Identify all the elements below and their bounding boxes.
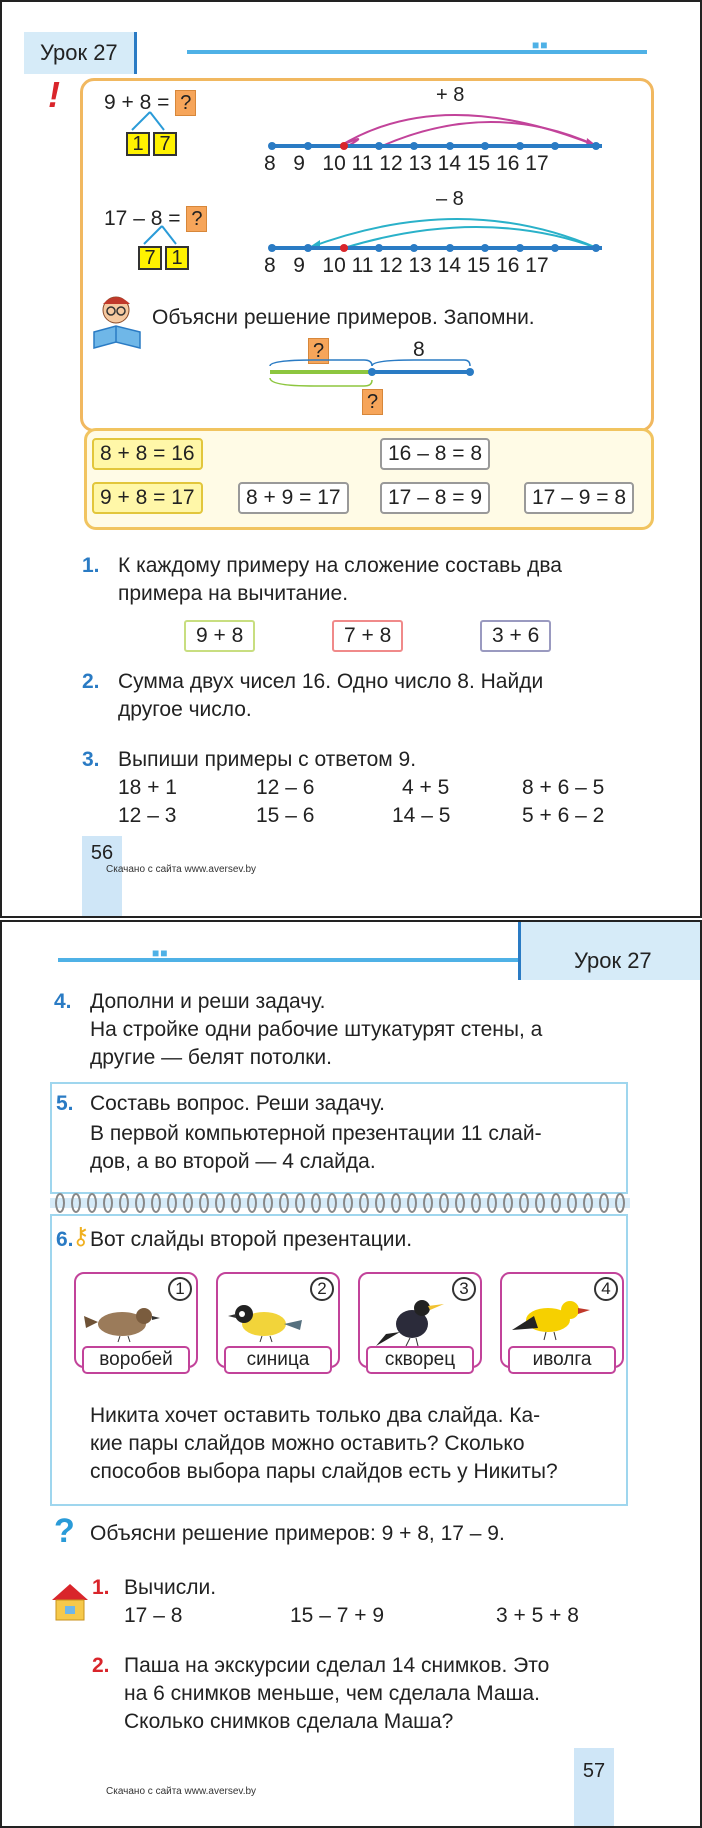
slide-label: скворец — [366, 1346, 474, 1374]
addition-example: 7 + 8 — [332, 620, 403, 652]
task4-text: другие — белят потолки. — [90, 1046, 332, 1069]
task6-text: кие пары слайдов можно оставить? Сколько — [90, 1432, 525, 1455]
lesson-label: Урок 27 — [574, 948, 652, 973]
task5-text: дов, а во второй — 4 слайда. — [90, 1150, 376, 1173]
task-number: 5. — [56, 1092, 74, 1115]
arc2-label: – 8 — [436, 188, 464, 210]
task6-text: Никита хочет оставить только два слайда. Ка- — [90, 1404, 541, 1427]
slide-number: 4 — [594, 1277, 618, 1301]
page-number: 56 — [82, 836, 122, 918]
home2-text: на 6 снимков меньше, чем сделала Маша. — [124, 1682, 540, 1705]
slide-number: 1 — [168, 1277, 192, 1301]
addition-example: 3 + 6 — [480, 620, 551, 652]
house-icon — [50, 1582, 90, 1622]
boy-reading-icon — [90, 292, 146, 352]
tit-icon — [224, 1294, 304, 1344]
equation: 17 – 9 = 8 — [524, 482, 634, 514]
home1-text: Вычисли. — [124, 1576, 217, 1599]
arc1-label: + 8 — [436, 84, 465, 106]
equation: 16 – 8 = 8 — [380, 438, 490, 470]
slide-card[interactable] — [216, 1272, 340, 1368]
task-number: 6. — [56, 1228, 74, 1251]
task-number: 1. — [82, 554, 100, 577]
lesson-label: Урок 27 — [24, 32, 137, 74]
split-digit: 7 — [153, 132, 177, 156]
slide-card[interactable] — [74, 1272, 198, 1368]
task6-text: способов выбора пары слайдов есть у Никиты? — [90, 1460, 558, 1483]
equation: 8 + 8 = 16 — [92, 438, 203, 470]
question-box: ? — [186, 206, 207, 232]
example-item: 12 – 6 — [256, 776, 315, 799]
oriole-icon — [508, 1290, 592, 1344]
addition-example: 9 + 8 — [184, 620, 255, 652]
slide-number: 2 — [310, 1277, 334, 1301]
eq1: 9 + 8 = ? — [104, 90, 196, 116]
question-icon: ? — [54, 1512, 75, 1550]
page-57 — [0, 920, 702, 1828]
home1-expr: 17 – 8 — [124, 1604, 183, 1627]
task4-text: На стройке одни рабочие штукатурят стены, а — [90, 1018, 543, 1041]
key-icon: ⚷ — [72, 1223, 90, 1250]
task-number: 1. — [92, 1576, 110, 1599]
spiral-binding — [50, 1190, 630, 1216]
slide-label: синица — [224, 1346, 332, 1374]
split-arrows-1 — [120, 110, 180, 134]
task4-text: Дополни и реши задачу. — [90, 990, 326, 1013]
task-number: 2. — [92, 1654, 110, 1677]
task-number: 2. — [82, 670, 100, 693]
slide-label: воробей — [82, 1346, 190, 1374]
split-digit: 1 — [126, 132, 150, 156]
segment-diagram — [264, 358, 474, 388]
header-dots: ■■ — [532, 38, 549, 52]
number-line-1 — [262, 94, 612, 154]
segment-question-bottom: ? — [362, 389, 383, 415]
task5-text: Составь вопрос. Реши задачу. — [90, 1092, 385, 1115]
task1-text: примера на вычитание. — [118, 582, 349, 605]
exclamation-icon: ! — [48, 74, 60, 115]
slide-card[interactable] — [500, 1272, 624, 1368]
split-digit: 1 — [165, 246, 189, 270]
task5-text: В первой компьютерной презентации 11 слай- — [90, 1122, 542, 1145]
instruction-text: Объясни решение примеров. Запомни. — [152, 306, 535, 329]
split-digit: 7 — [138, 246, 162, 270]
task3-text: Выпиши примеры с ответом 9. — [118, 748, 417, 771]
split-arrows-2 — [132, 224, 192, 248]
starling-icon — [366, 1288, 456, 1348]
tick-labels-1: 8 9 10 11 12 13 14 15 16 17 — [264, 152, 549, 175]
segment-question-top: ? — [308, 338, 329, 364]
equation: 17 – 8 = 9 — [380, 482, 490, 514]
example-item: 18 + 1 — [118, 776, 177, 799]
tick-labels-2: 8 9 10 11 12 13 14 15 16 17 — [264, 254, 549, 277]
question-text: Объясни решение примеров: 9 + 8, 17 – 9. — [90, 1522, 505, 1545]
eq2: 17 – 8 = ? — [104, 206, 207, 232]
header-rule — [187, 50, 647, 54]
sparrow-icon — [82, 1294, 162, 1344]
home2-text: Паша на экскурсии сделал 14 снимков. Это — [124, 1654, 550, 1677]
task1-text: К каждому примеру на сложение составь два — [118, 554, 562, 577]
question-box: ? — [175, 90, 196, 116]
example-item: 14 – 5 — [392, 804, 451, 827]
home1-expr: 15 – 7 + 9 — [290, 1604, 384, 1627]
equation: 9 + 8 = 17 — [92, 482, 203, 514]
task2-text: Сумма двух чисел 16. Одно число 8. Найди — [118, 670, 544, 693]
segment-label: 8 — [413, 338, 425, 361]
credit: Скачано с сайта www.aversev.by — [106, 1786, 257, 1797]
example-item: 4 + 5 — [402, 776, 450, 799]
example-item: 12 – 3 — [118, 804, 177, 827]
number-line-2 — [262, 196, 612, 256]
page-number: 57 — [574, 1748, 614, 1828]
task-number: 3. — [82, 748, 100, 771]
credit: Скачано с сайта www.aversev.by — [106, 864, 257, 875]
task-number: 4. — [54, 990, 72, 1013]
home1-expr: 3 + 5 + 8 — [496, 1604, 579, 1627]
slide-card[interactable] — [358, 1272, 482, 1368]
slide-number: 3 — [452, 1277, 476, 1301]
header-dots: ■■ — [152, 946, 169, 960]
task2-text: другое число. — [118, 698, 252, 721]
example-item: 8 + 6 – 5 — [522, 776, 605, 799]
slide-label: иволга — [508, 1346, 616, 1374]
header-rule — [58, 958, 518, 962]
home2-text: Сколько снимков сделала Маша? — [124, 1710, 454, 1733]
equation: 8 + 9 = 17 — [238, 482, 349, 514]
example-item: 5 + 6 – 2 — [522, 804, 605, 827]
task6-text: Вот слайды второй презентации. — [90, 1228, 413, 1251]
example-item: 15 – 6 — [256, 804, 315, 827]
